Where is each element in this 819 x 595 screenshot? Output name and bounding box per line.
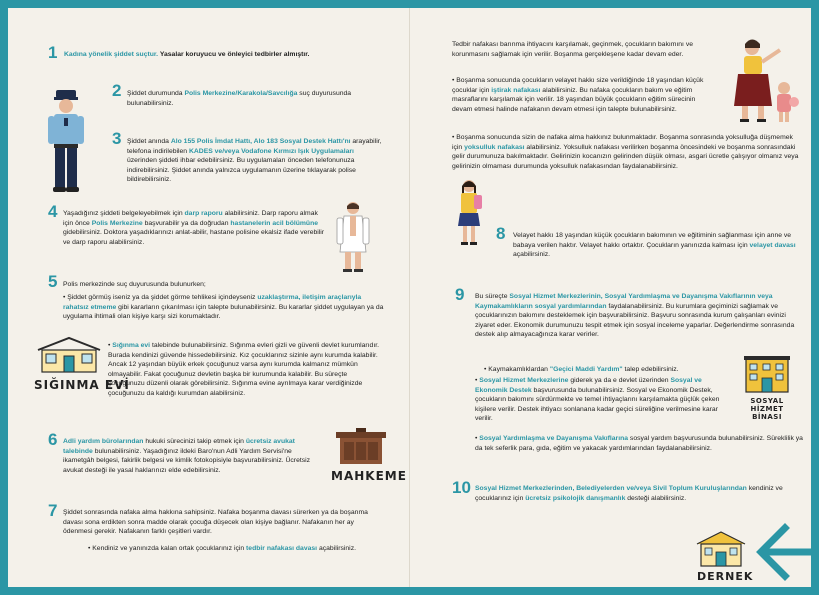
item-9-highlight-ses: Sosyal ve Ekonomik Destek (475, 377, 702, 394)
item-8-part-a: Velayet hakkı 18 yaşından küçük çocukların bakımının ve eğitiminin sağlanması için anne ve babaya verilen haktır. Velayet hakkı ortaktır. Çocukların yanınızda kalması için (513, 232, 792, 249)
item-3-text (127, 137, 383, 185)
item-4-highlight-hospital: hastanelerin acil bölümüne (230, 219, 319, 227)
participation-part-d: alabilirsiniz. Bu nafaka çocukların bakım ve eğitim masraflarını karşılamak için verilir. 18 yaşından büyük çocukların eğitim sürecinin devam etmesi halinde nafakanın devam etmesi için talepte bulunabilirsiniz. (452, 86, 696, 113)
item-9-highlight-aid: "Geçici Maddi Yardım" (549, 366, 623, 373)
courtroom-desk-illustration (332, 428, 390, 466)
mother-child-illustration (722, 36, 808, 128)
item-9-text (475, 292, 805, 340)
item-7-highlight: tedbir nafakası davası (246, 545, 318, 552)
item-4-part-g: gidebilirsiniz. Doktora yaşadıklarınızı anlat-abilir, hastane polisine ekalsiz ifade verebilir ve darp raporu alabilirsiniz. (63, 229, 325, 246)
item-number-4: 4 (48, 202, 58, 221)
poverty-part-g: alabilirsiniz. Yoksulluk nafakası verilirken boşanma öncesindeki ve boşanma sonrasındaki gelir durumunuza bakılmaktadır. Gelirinizin kocanızın gelirinden düşük olması, asgari ücretle çalışıyor olmanız veya gelirinizin olmaması durumunda yoksulluk nafakasından faydalanabilirsiniz. (452, 143, 799, 170)
police-officer-illustration (44, 88, 88, 194)
item-6-text (63, 437, 325, 475)
social-building-caption-line-2: BİNASI (752, 413, 782, 421)
item-10-highlight-counselling: ücretsiz psikolojik danışmanlık (525, 494, 626, 502)
girl-student-illustration (452, 178, 486, 248)
item-number-6: 6 (48, 430, 58, 449)
item-number-9: 9 (455, 285, 465, 304)
item-number-7: 7 (48, 501, 58, 520)
item-9-part-c: faydalanabilirsiniz. Bu kurumlara geçiminizi sağlamak ve çocuklarınızın bakımını desteklemek için başvurabilirsiniz. Başvuru sonrasında kurum çalışanları evinizi ziyaret eder. Ekonomik durumunuzu tespit etmek için sosyal inceleme yaparlar. Değerlendirme sonrasında destek alıp almayacağınıza karar verirler. (475, 302, 795, 339)
social-building-caption (735, 397, 799, 421)
item-9-bullet-aid (484, 365, 734, 375)
item-9-highlight-institutions: Sosyal Hizmet Merkezlerinin, Sosyal Yardımlaşma ve Dayanışma Vakıflarının veya Kaymakamlıkların sosyal yardımlarından (475, 293, 773, 310)
item-number-8: 8 (496, 224, 506, 243)
item-2-text (127, 89, 381, 108)
item-7-bullet (88, 544, 388, 554)
item-number-2: 2 (112, 81, 122, 100)
item-4-part-e: başvurabilir ya da doğrudan (142, 219, 231, 227)
item-number-5: 5 (48, 272, 58, 291)
right-border (811, 0, 819, 595)
participation-highlight: iştirak nafakası (491, 86, 541, 94)
item-1-body: Yasalar koruyucu ve önleyici tedbirler almıştır. (158, 51, 310, 58)
item-9-part-f: talep edebilirsiniz. (622, 366, 679, 373)
item-8-text (513, 231, 805, 260)
item-3-part-e: üzerinden şiddeti ihbar edebilirsiniz. Bu uygulamaları önceden telefonunuza indirebilirsiniz. Şiddet anında yalnızca uygulamanın üzerine tıklayarak polise bildirebilirsiniz. (127, 157, 356, 184)
association-building-illustration (695, 530, 747, 568)
item-6-highlight-lawyer: ücretsiz avukat talebinde (63, 438, 295, 455)
item-4-highlight-report: darp raporu (184, 210, 223, 217)
item-6-part-b: hukuki sürecinizi takip etmek için (143, 438, 246, 445)
item-number-10: 10 (452, 478, 471, 497)
item-9-highlight-foundations: Sosyal Yardımlaşma ve Dayanışma Vakıflarına (479, 435, 629, 442)
bottom-border (0, 587, 819, 595)
item-3-highlight-apps: KADES ve/veya Vodafone Kırmızı Işık Uygulamaları (188, 147, 354, 155)
participation-part-b: • Boşanma sonucunda çocukların velayet hakkı size verildiğinde 18 yaşından küçük çocuklar için (452, 77, 704, 94)
item-9-part-l: • (475, 435, 480, 442)
item-4-highlight-police: Polis Merkezine (91, 219, 143, 227)
item-9-part-n: sosyal yardım başvurusunda bulunabilirsiniz. Süreklilik ya da tek seferlik para, gıda, eğitim ve yakacak yardımlarından faydalanabilirsiniz. (475, 435, 803, 452)
court-caption: MAHKEME (331, 469, 407, 483)
item-10-part-d: desteği alabilirsiniz. (625, 494, 687, 502)
item-9-bullet-foundations (475, 434, 805, 453)
item-5-p2-part-c: talebinde bulunabilirsiniz. Sığınma evleri gizli ve güvenli devlet kurumlarıdır. Burada kendinizi güvende hissedebilirsiniz. Kız çocuklarınız sizinle aynı kurumda kalabilir. Ancak 12 yaşından büyük erkek çocuğunuz varsa aynı kurumda kalmanız mümkün olmayabilir. Fakat çocuğunuz devletin başka bir kurumunda kalabilir. Bu süreçte çocuğunuzu düzenli olarak görebilirsiniz. Sığınma evine ayrılmaya karar verdiğinizde çocuğunuzu da kaldığı kurumdan alabilirsiniz. (108, 342, 380, 397)
item-4-part-c: alabilirsiniz. Darp raporu almak için önce (63, 210, 318, 227)
item-1-text (64, 50, 384, 60)
poverty-part-e: • Boşanma sonucunda sizin de nafaka alma hakkınız bulunmaktadır. Boşanma sonrasında yoksulluğa düşmemek için (452, 134, 793, 151)
item-number-3: 3 (112, 129, 122, 148)
item-5-point-1 (63, 293, 385, 322)
item-10-text (475, 484, 805, 503)
item-7-b-part: • Kendiniz ve yanınızda kalan ortak çocuklarınız için (88, 545, 247, 552)
top-border (0, 0, 819, 8)
alimony-continuation: Tedbir nafakası barınma ihtiyacını karşılamak, geçinmek, çocukların bakımını ve korunmasını sağlamak için verilir. Boşanma gerçekleşene kadar devam eder. (452, 41, 694, 58)
item-5-point-2 (108, 341, 385, 399)
item-7-text: Şiddet sonrasında nafaka alma hakkına sahipsiniz. Nafaka boşanma davası sürerken ya da boşanma davası sona erdikten sonra madde olarak çocuğa düşecek olan kişiye bağlanır. Nafakanın her ay ödenmesi gerekir. Nafakanın farklı çeşitleri vardır. (63, 509, 368, 536)
item-6-highlight-bureau: Adli yardım bürolarından (63, 438, 144, 445)
item-2-part-a: Şiddet durumunda (127, 90, 185, 97)
social-service-building-illustration (742, 354, 792, 394)
item-10-part-b: kendiniz ve çocuklarınız için (475, 485, 783, 502)
item-5-intro: Polis merkezinde suç duyurusunda bulunurken; (63, 281, 206, 288)
item-9-part-g: • (475, 377, 480, 384)
item-5-p1-part-c: gibi kararların çıkarılması için talepte bulunabilirsiniz. Bu kararlar şiddet uygulayan ya da uygulama ihtimali olan kişiye karşı sizi korumaktadır. (63, 303, 384, 321)
social-building-caption-line-1: SOSYAL HİZMET (750, 397, 784, 413)
item-6-part-d: bulunabilirsiniz. Yaşadığınız ildeki Baro'nun Adli Yardım Servisi'ne ikametgâh belgesi, fakirlik belgesi ve kimlik fotokopisiyle başvurabilirsiniz. Ücretsiz avukat desteği ile yasal haklarınızı elde edebilirsiniz. (63, 447, 311, 474)
doctor-illustration (334, 200, 372, 274)
item-number-1: 1 (48, 43, 58, 62)
back-arrow-icon[interactable] (755, 522, 815, 582)
item-5-p2-bullet: • (108, 342, 113, 349)
item-2-highlight: Polis Merkezine/Karakola/Savcılığa (184, 90, 298, 97)
item-9-part-i: giderek ya da e devlet üzerinden (568, 377, 671, 384)
item-3-part-c: arayabilir, telefona indirilebilen (127, 138, 382, 155)
item-9-bullet-ses (475, 376, 731, 424)
item-4-text (63, 209, 329, 247)
item-3-part-a: Şiddet anında (127, 138, 171, 145)
item-9-highlight-shm: Sosyal Hizmet Merkezlerine (479, 377, 569, 384)
left-border (0, 0, 8, 595)
item-4-part-a: Yaşadığınız şiddeti belgeleyebilmek için (63, 210, 185, 217)
item-7-d-part: açabilirsiniz. (317, 545, 356, 552)
item-9-part-k: başvurusunda bulunabilirsiniz. Sosyal ve Ekonomik Destek, çocukların bakımını sürdürmekte ve temel ihtiyaçlarını karşılamakta güçlük çeken kişilere verilir. Destek ihtiyacı sonlanana kadar geçici süreliğine verilmesine karar verilir. (475, 386, 720, 423)
shelter-house-illustration (36, 336, 102, 374)
item-5-p2-highlight: Sığınma evi (112, 342, 151, 349)
item-8-highlight: velayet davası (749, 241, 796, 249)
item-3-highlight-hotlines: Alo 155 Polis İmdat Hattı, Alo 183 Sosyal Destek Hattı'nı (170, 138, 351, 145)
item-8-part-c: açabilirsiniz. (513, 251, 551, 259)
item-9-part-a: Bu süreçte (475, 293, 510, 300)
poverty-highlight: yoksulluk nafakası (464, 143, 525, 151)
shelter-caption: SIĞINMA EVİ (34, 378, 130, 392)
item-10-highlight-institutions: Sosyal Hizmet Merkezlerinden, Belediyelerden ve/veya Sivil Toplum Kuruluşlarından (475, 485, 747, 492)
page-fold (409, 8, 410, 587)
alimony-participation-bullet (452, 76, 717, 114)
item-2-part-c: suç duyurusunda bulunabilirsiniz. (127, 90, 352, 107)
association-caption: DERNEK (697, 570, 754, 583)
item-5-p1-part-a: • Şiddet görmüş iseniz ya da şiddet görme tehlikesi içindeyseniz (63, 294, 258, 301)
item-1-highlight: Kadına yönelik şiddet suçtur. (64, 51, 159, 58)
item-9-part-d: • Kaymakamlıklardan (484, 366, 550, 373)
alimony-poverty-bullet (452, 133, 802, 171)
item-5-p1-highlight: uzaklaştırma, iletişim araçlarıyla rahatsız etmeme (63, 294, 362, 311)
